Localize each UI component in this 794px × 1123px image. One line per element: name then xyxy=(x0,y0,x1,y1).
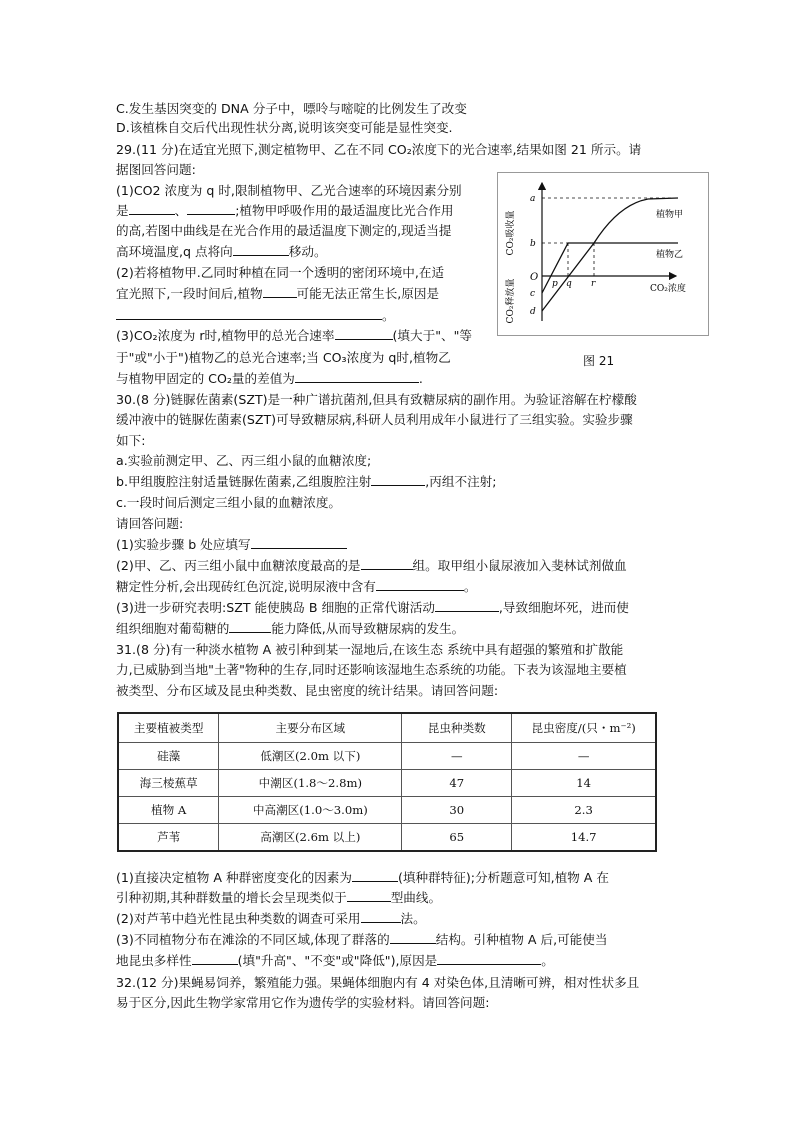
answer-blank[interactable] xyxy=(335,328,393,340)
table-cell: 中高潮区(1.0～3.0m) xyxy=(219,796,402,823)
answer-blank[interactable] xyxy=(129,203,175,215)
table-cell: 2.3 xyxy=(512,796,656,823)
answer-blank[interactable] xyxy=(352,870,398,882)
answer-blank[interactable] xyxy=(347,890,391,902)
q29-1: (1)CO2 浓度为 q 时,限制植物甲、乙光合速率的环境因素分别 xyxy=(116,183,462,198)
table-cell: 海三棱蕉草 xyxy=(118,769,219,796)
table-row xyxy=(118,796,656,823)
q31-2: (2)对芦苇中趋光性昆虫种类数的调查可采用 法。 xyxy=(116,911,426,926)
q30-stem-2: 缓冲液中的链脲佐菌素(SZT)可导致糖尿病,科研人员利用成年小鼠进行了三组实验。实验步骤 xyxy=(116,412,633,427)
table-cell: 30 xyxy=(402,796,512,823)
answer-blank[interactable] xyxy=(187,203,235,215)
table-cell: 14 xyxy=(512,769,656,796)
answer-blank[interactable] xyxy=(295,371,419,383)
tick-d: d xyxy=(530,307,536,317)
answer-blank[interactable] xyxy=(229,621,271,633)
option-d: D.该植株自交后代出现性状分离,说明该突变可能是显性突变. xyxy=(116,120,453,135)
answer-blank[interactable] xyxy=(251,537,347,549)
q31-stem: 31.(8 分)有一种淡水植物 A 被引种到某一湿地后,在该生态 系统中具有超强的繁殖和扩散能 xyxy=(116,642,624,657)
q30-step-c: c.一段时间后测定三组小鼠的血糖浓度。 xyxy=(116,495,342,510)
answer-blank[interactable] xyxy=(437,953,541,965)
vegetation-table xyxy=(117,712,657,852)
q30-2: (2)甲、乙、丙三组小鼠中血糖浓度最高的是 组。取甲组小鼠尿液加入斐林试剂做血 xyxy=(116,558,627,573)
x-label: CO₂浓度 xyxy=(650,284,686,294)
answer-blank[interactable] xyxy=(192,953,238,965)
q31-1b: 引种初期,其种群数量的增长会呈现类似于 型曲线。 xyxy=(116,890,442,905)
table-row xyxy=(118,823,656,851)
q32-stem-2: 易于区分,因此生物学家常用它作为遗传学的实验材料。请回答问题: xyxy=(116,995,490,1010)
q30-stem: 30.(8 分)链脲佐菌素(SZT)是一种广谱抗菌剂,但具有致糖尿病的副作用。为验证溶解在柠檬酸 xyxy=(116,392,637,407)
option-c: C.发生基因突变的 DNA 分子中，嘌呤与嘧啶的比例发生了改变 xyxy=(116,101,467,116)
q29-stem-2: 据图回答问题: xyxy=(116,162,196,177)
table-cell: 硅藻 xyxy=(118,743,219,770)
tick-q: q xyxy=(566,279,572,289)
table-header: 主要分布区域 xyxy=(219,713,402,743)
q29-2: (2)若将植物甲.乙同时种植在同一个透明的密闭环境中,在适 xyxy=(116,265,445,280)
table-cell: 植物 A xyxy=(118,796,219,823)
q32-stem: 32.(12 分)果蝇易饲养，繁殖能力强。果蝇体细胞内有 4 对染色体,且清晰可辨，相对性状多且 xyxy=(116,975,640,990)
q29-2b: 宜光照下,一段时间后,植物 可能无法正常生长,原因是 xyxy=(116,286,440,301)
table-cell: 芦苇 xyxy=(118,823,219,851)
q31-3: (3)不同植物分布在滩涂的不同区域,体现了群落的 结构。引种植物 A 后,可能使当 xyxy=(116,932,608,947)
answer-blank[interactable] xyxy=(371,474,425,486)
table-header: 主要植被类型 xyxy=(118,713,219,743)
tick-a: a xyxy=(530,194,536,204)
label-plant-yi: 植物乙 xyxy=(656,250,684,260)
answer-blank[interactable] xyxy=(233,244,289,256)
answer-blank[interactable] xyxy=(390,932,436,944)
q30-2b: 糖定性分析,会出现砖红色沉淀,说明尿液中含有 。 xyxy=(116,579,477,594)
q30-3b: 组织细胞对葡萄糖的 能力降低,从而导致糖尿病的发生。 xyxy=(116,621,465,636)
q30-1: (1)实验步骤 b 处应填写 xyxy=(116,537,347,553)
answer-blank[interactable] xyxy=(263,286,297,298)
table-cell: 低潮区(2.0m 以下) xyxy=(219,743,402,770)
photosynthesis-figure xyxy=(497,172,709,336)
q31-1: (1)直接决定植物 A 种群密度变化的因素为 (填种群特征);分析题意可知,植物 A 在 xyxy=(116,870,609,885)
q29-2c: 。 xyxy=(116,308,395,324)
q29-1b: 是 、 ;植物甲呼吸作用的最适温度比光合作用 xyxy=(116,203,454,218)
tick-b: b xyxy=(530,239,536,249)
q30-step-b: b.甲组腹腔注射适量链脲佐菌素,乙组腹腔注射 ,丙组不注射; xyxy=(116,474,497,489)
y-down-label: CO₂释放量 xyxy=(506,278,516,324)
figure-svg xyxy=(498,173,708,335)
q29-3c: 与植物甲固定的 CO₂量的差值为 . xyxy=(116,371,423,386)
q30-stem-3: 如下: xyxy=(116,433,146,448)
table-cell: 65 xyxy=(402,823,512,851)
table-cell: — xyxy=(512,743,656,770)
table-row xyxy=(118,769,656,796)
table-header: 昆虫种类数 xyxy=(402,713,512,743)
q29-stem: 29.(11 分)在适宜光照下,测定植物甲、乙在不同 CO₂浓度下的光合速率,结果如图 21 所示。请 xyxy=(116,142,642,157)
q31-stem-2: 力,已威胁到当地"土著"物种的生存,同时还影响该湿地生态系统的功能。下表为该湿地主要植 xyxy=(116,662,627,677)
table-cell: — xyxy=(402,743,512,770)
q30-3: (3)进一步研究表明:SZT 能使胰岛 B 细胞的正常代谢活动 ,导致细胞坏死，进而使 xyxy=(116,600,629,615)
q29-3: (3)CO₂浓度为 r时,植物甲的总光合速率 (填大于"、"等 xyxy=(116,328,472,343)
tick-r: r xyxy=(591,279,596,289)
label-plant-jia: 植物甲 xyxy=(656,210,684,220)
y-up-label: CO₂吸收量 xyxy=(506,210,516,256)
q29-3b: 于"或"小于")植物乙的总光合速率;当 CO₃浓度为 q时,植物乙 xyxy=(116,350,451,365)
answer-blank[interactable] xyxy=(361,911,401,923)
q31-stem-3: 被类型、分布区域及昆虫种类数、昆虫密度的统计结果。请回答问题: xyxy=(116,683,499,698)
answer-blank[interactable] xyxy=(361,558,413,570)
figure-caption: 图 21 xyxy=(583,354,615,368)
q31-3b: 地昆虫多样性 (填"升高"、"不变"或"降低"),原因是 。 xyxy=(116,953,554,968)
answer-blank[interactable] xyxy=(376,579,464,591)
tick-p: p xyxy=(552,279,558,289)
answer-blank[interactable] xyxy=(116,308,382,320)
table-header: 昆虫密度/(只・m⁻²) xyxy=(512,713,656,743)
q29-1c: 的高,若图中曲线是在光合作用的最适温度下测定的,现适当提 xyxy=(116,223,452,238)
tick-o: O xyxy=(530,272,539,283)
table-cell: 47 xyxy=(402,769,512,796)
table-cell: 14.7 xyxy=(512,823,656,851)
answer-blank[interactable] xyxy=(435,600,499,612)
table-row xyxy=(118,743,656,770)
q30-step-a: a.实验前测定甲、乙、丙三组小鼠的血糖浓度; xyxy=(116,453,372,468)
q29-1d: 高环境温度,q 点将向 移动。 xyxy=(116,244,327,259)
table-header-row xyxy=(118,713,656,743)
q30-prompt: 请回答问题: xyxy=(116,516,184,531)
tick-c: c xyxy=(530,289,536,299)
table-cell: 高潮区(2.6m 以上) xyxy=(219,823,402,851)
table-cell: 中潮区(1.8～2.8m) xyxy=(219,769,402,796)
